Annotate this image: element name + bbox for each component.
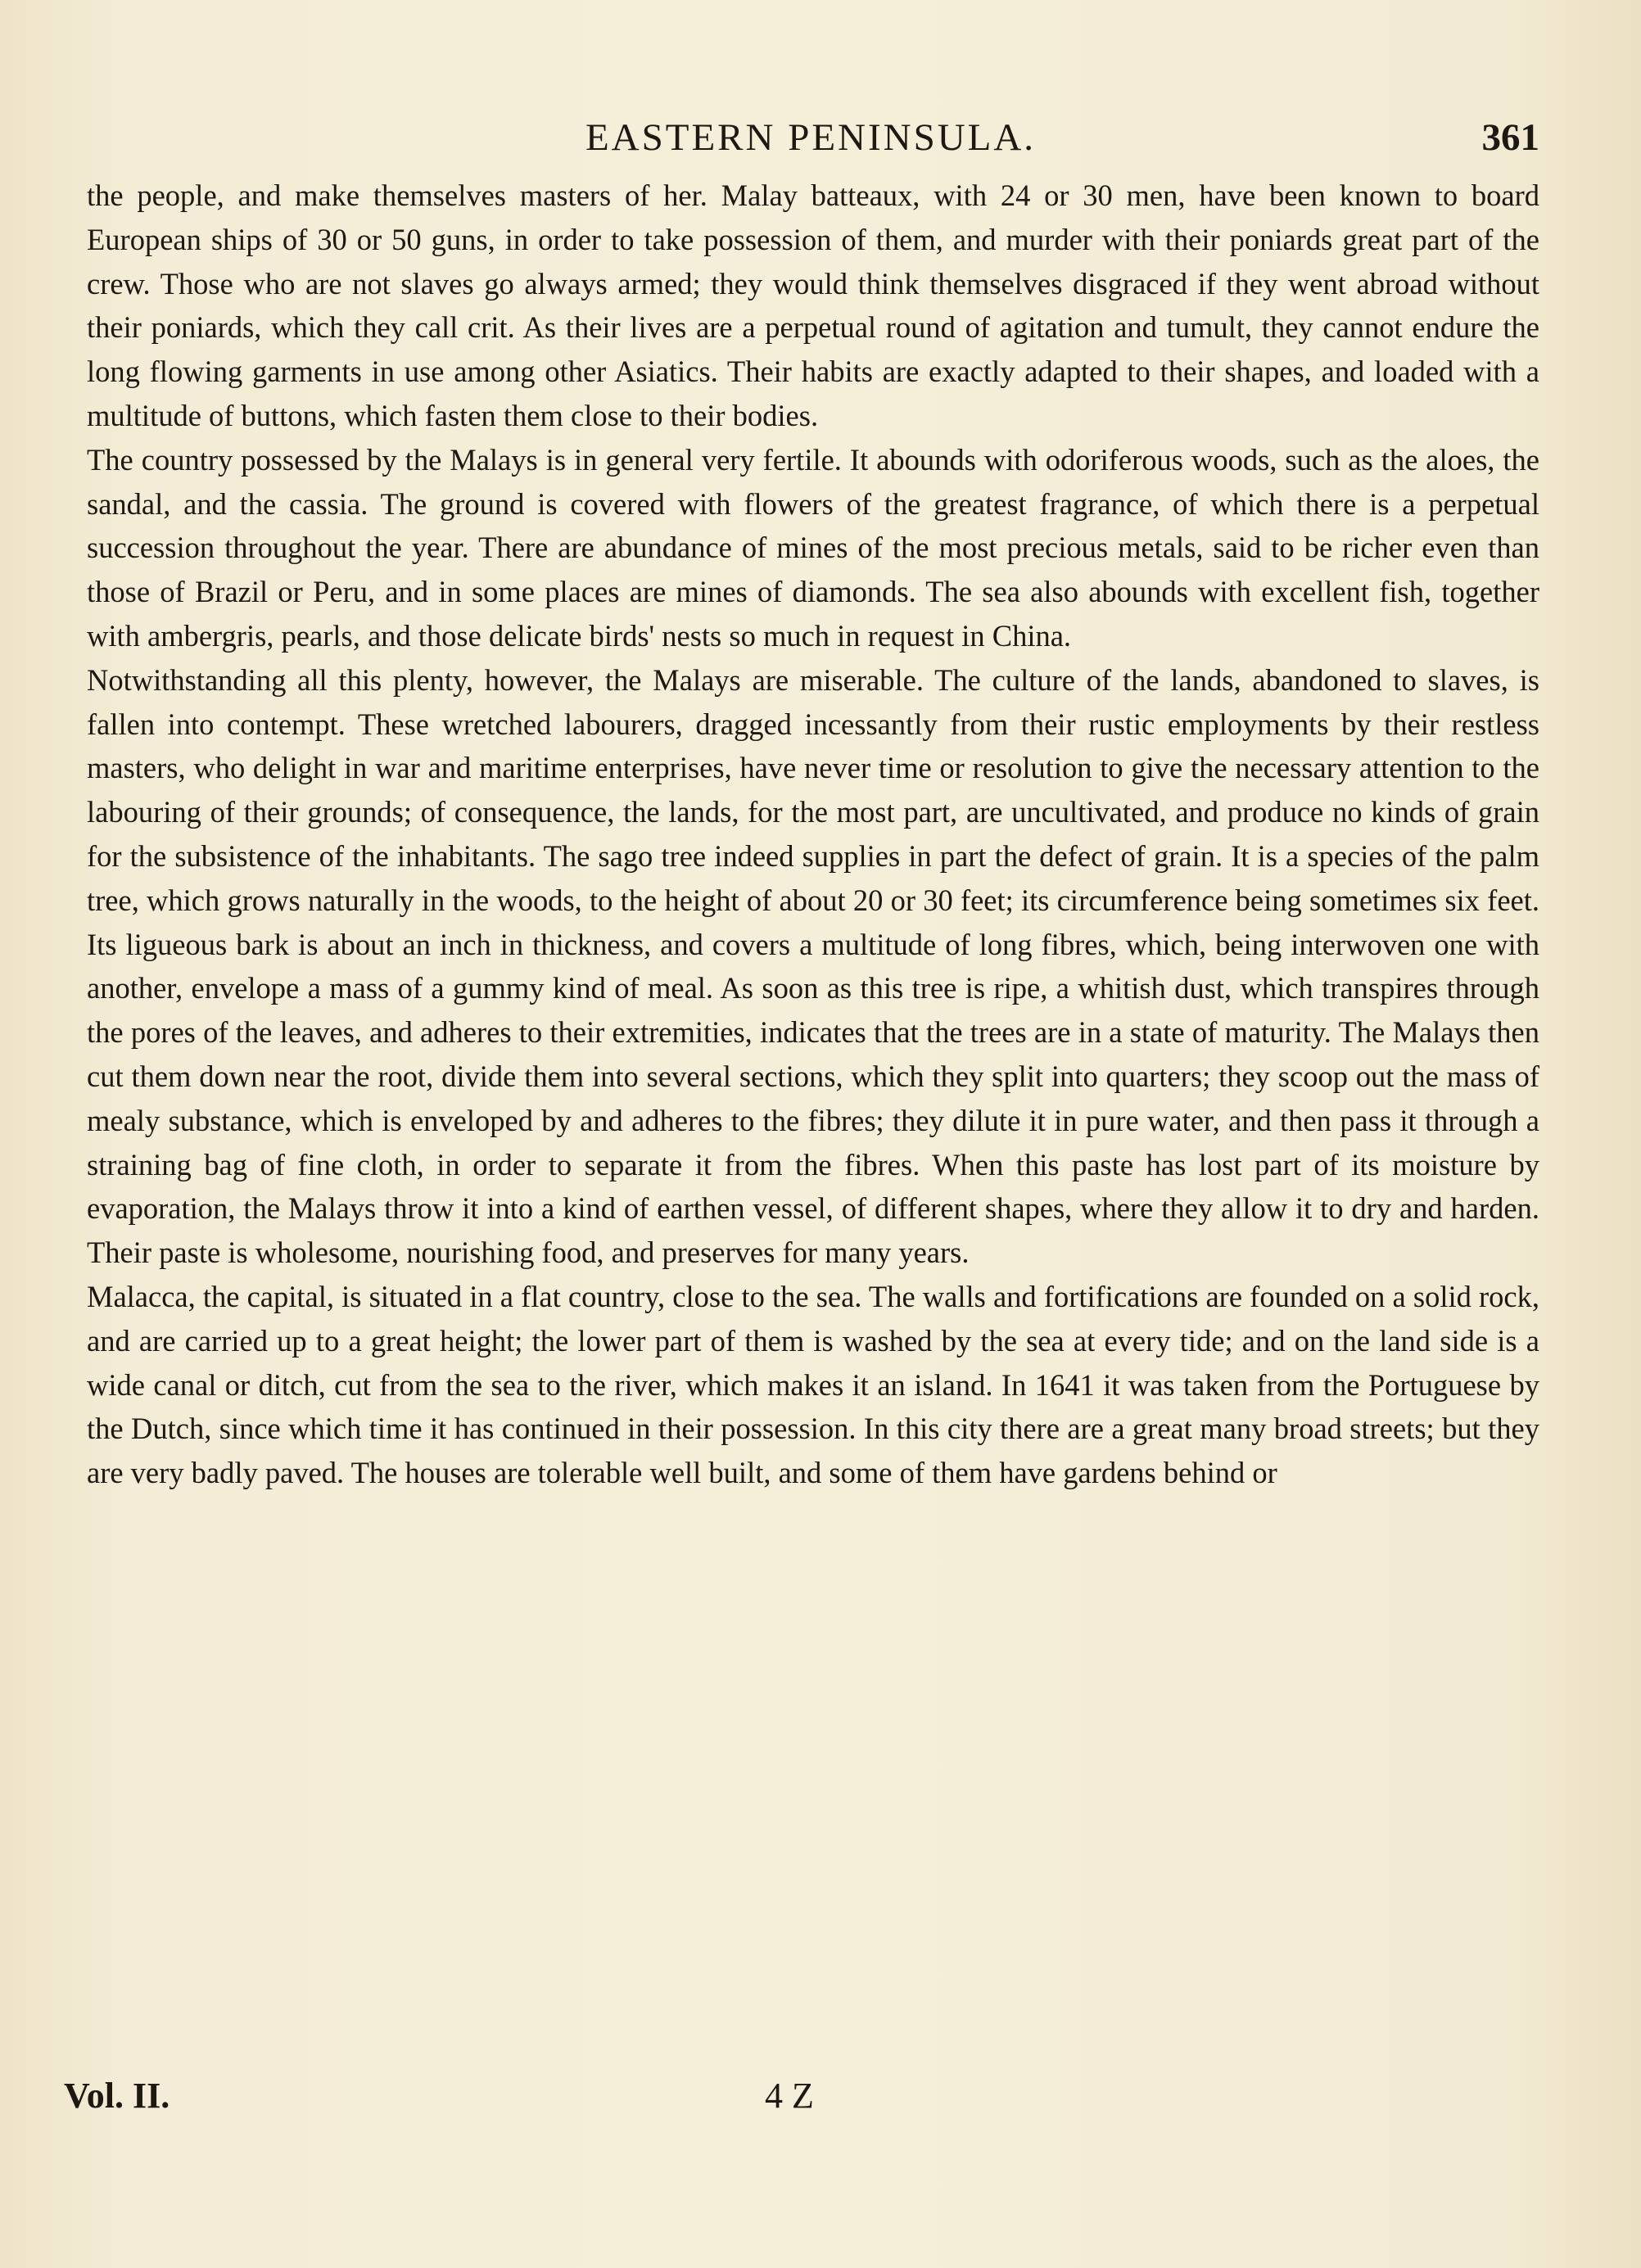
running-title: EASTERN PENINSULA. — [585, 116, 1037, 159]
page-header — [82, 105, 1539, 170]
paragraph-malay-customs: the people, and make themselves masters of her. Malay batteaux, with 24 or 30 men, have been known to board European ships of 30 or 50 guns, in order to take possession of them, and murder with their poniards great part of the crew. Those who are not slaves go always armed; they would think themselves disgraced if they went abroad without their poniards, which they call crit. As their lives are a perpetual round of agitation and tumult, they cannot endure the long flowing garments in use among other Asiatics. Their habits are exactly adapted to their shapes, and loaded with a multitude of buttons, which fasten them close to their bodies. — [87, 178, 1539, 432]
page-number: 361 — [1481, 116, 1539, 159]
page-body — [87, 174, 1539, 1495]
paragraph-sago-tree: Notwithstanding all this plenty, however, the Malays are miserable. The culture of the lands, abandoned to slaves, is fallen into contempt. These wretched labourers, dragged incessantly from their rustic employments by their restless masters, who delight in war and maritime enterprises, have never time or resolution to give the necessary attention to the labouring of their grounds; of consequence, the lands, for the most part, are uncultivated, and produce no kinds of grain for the subsistence of the inhabitants. The sago tree indeed supplies in part the defect of grain. It is a species of the palm tree, which grows naturally in the woods, to the height of about 20 or 30 feet; its circumference being sometimes six feet. Its ligueous bark is about an inch in thickness, and covers a multitude of long fibres, which, being interwoven one with another, envelope a mass of a gummy kind of meal. As soon as this tree is ripe, a whitish dust, which transpires through the pores of the leaves, and adheres to their extremities, indicates that the trees are in a state of maturity. The Malays then cut them down near the root, divide them into several sections, which they split into quarters; they scoop out the mass of mealy substance, which is enveloped by and adheres to the fibres; they dilute it in pure water, and then pass it through a straining bag of fine cloth, in order to separate it from the fibres. When this paste has lost part of its moisture by evaporation, the Malays throw it into a kind of earthen vessel, of different shapes, where they allow it to dry and harden. Their paste is wholesome, nourishing food, and preserves for many years. — [87, 662, 1539, 1270]
paragraph-country-fertility: The country possessed by the Malays is in general very fertile. It abounds with odoriferous woods, such as the aloes, the sandal, and the cassia. The ground is covered with flowers of the greatest fragrance, of which there is a perpetual succession throughout the year. There are abundance of mines of the most precious metals, said to be richer even than those of Brazil or Peru, and in some places are mines of diamonds. The sea also abounds with excellent fish, together with ambergris, pearls, and those delicate birds' nests so much in request in China. — [87, 442, 1539, 653]
volume-label: Vol. II. — [64, 2076, 170, 2116]
page-footer — [0, 2071, 1641, 2121]
signature-mark: 4 Z — [765, 2076, 814, 2116]
paragraph-malacca: Malacca, the capital, is situated in a flat country, close to the sea. The walls and fortifications are founded on a solid rock, and are carried up to a great height; the lower part of them is washed by the sea at every tide; and on the land side is a wide canal or ditch, cut from the sea to the river, which makes it an island. In 1641 it was taken from the Portuguese by the Dutch, since which time it has continued in their possession. In this city there are a great many broad streets; but they are very badly paved. The houses are tolerable well built, and some of them have gardens behind or — [87, 1279, 1539, 1490]
